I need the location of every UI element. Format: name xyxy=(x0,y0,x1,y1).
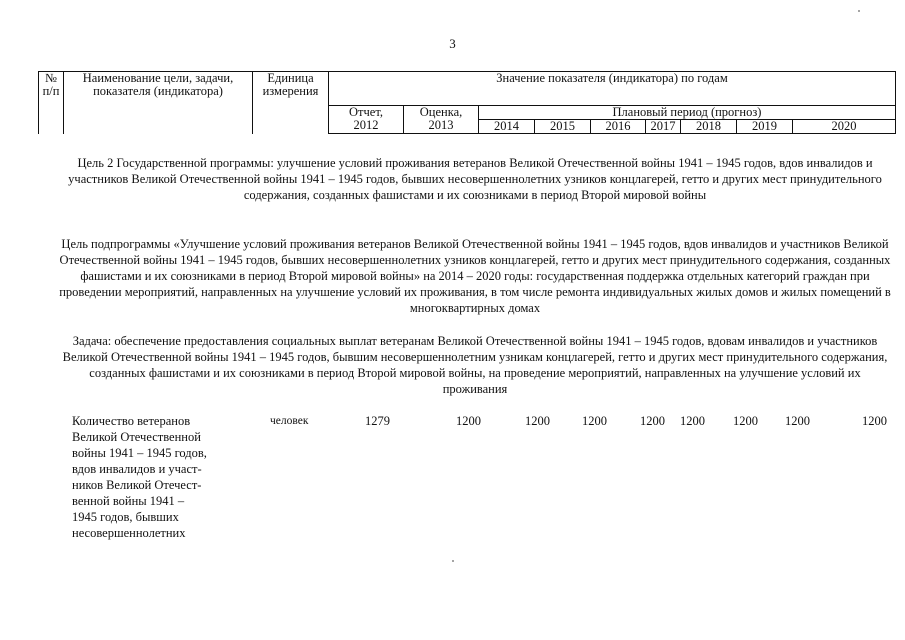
value-2016: 1200 xyxy=(640,414,665,428)
header-indicator-name: Наименование цели, задачи, показателя (индикатора) xyxy=(64,72,253,134)
unit-cell: человек xyxy=(270,415,309,427)
header-plan-period: Плановый период (прогноз) xyxy=(479,106,896,120)
header-year: 2020 xyxy=(793,120,896,134)
value-2017: 1200 xyxy=(680,414,705,428)
value-2013: 1200 xyxy=(456,414,481,428)
header-year: 2015 xyxy=(535,120,591,134)
subprogram-goal-text: Цель подпрограммы «Улучшение условий проживания ветеранов Великой Отечественной войны 1941 – 1945 годов, вдов инвалидов и участников Великой Отечественной войны 1941 – 1945 годов, бывших несовершеннолетних узников концлагерей, гетто и других мест принудительного содержания, созданных фашистами и их союзниками в период Второй мировой войны» на 2014 – 2020 годы: государственная поддержка отдельных категорий граждан при проведении мероприятий, направленных на улучшение условий их проживания, в том числе ремонта индивидуальных жилых домов и жилых помещений в многоквартирных домах xyxy=(59,237,891,315)
value-2015: 1200 xyxy=(582,414,607,428)
header-unit: Единица измерения xyxy=(253,72,329,134)
scan-speck xyxy=(858,10,860,12)
scan-speck xyxy=(452,560,454,562)
goal-2-text: Цель 2 Государственной программы: улучшение условий проживания ветеранов Великой Отечественной войны 1941 – 1945 годов, вдов инвалидов и участников Великой Отечественной войны 1941 – 1945 годов, бывших несовершеннолетних узников концлагерей, гетто и других мест принудительного содержания, созданных фашистами и их союзниками в период Второй мировой войны xyxy=(68,156,882,202)
value-2018: 1200 xyxy=(733,414,758,428)
header-year: 2016 xyxy=(591,120,646,134)
value-2020: 1200 xyxy=(862,414,887,428)
task-text: Задача: обеспечение предоставления социальных выплат ветеранам Великой Отечественной войны 1941 – 1945 годов, вдовам инвалидов и участников Великой Отечественной войны 1941 – 1945 годов, бывшим несовершеннолетним узникам концлагерей, гетто и других мест принудительного содержания, созданных фашистами и их союзниками в период Второй мировой войны, на проведение мероприятий, направленных на улучшение условий их проживания xyxy=(62,334,888,396)
header-year: 2019 xyxy=(737,120,793,134)
value-2014: 1200 xyxy=(525,414,550,428)
header-report-2012: Отчет, 2012 xyxy=(329,106,404,134)
indicator-table-header xyxy=(38,71,896,134)
header-year: 2017 xyxy=(646,120,681,134)
header-year: 2014 xyxy=(479,120,535,134)
header-year: 2018 xyxy=(681,120,737,134)
header-number: № п/п xyxy=(39,72,64,134)
value-2012: 1279 xyxy=(365,414,390,428)
header-values-by-year: Значение показателя (индикатора) по годам xyxy=(329,72,896,106)
page-number: 3 xyxy=(449,36,456,51)
value-2019: 1200 xyxy=(785,414,810,428)
header-estimate-2013: Оценка, 2013 xyxy=(404,106,479,134)
indicator-name: Количество ветеранов Великой Отечественной войны 1941 – 1945 годов, вдов инвалидов и участ- ников Великой Отечест- венной войны 1941 – 1945 годов, бывших несовершеннолетних xyxy=(72,414,207,540)
